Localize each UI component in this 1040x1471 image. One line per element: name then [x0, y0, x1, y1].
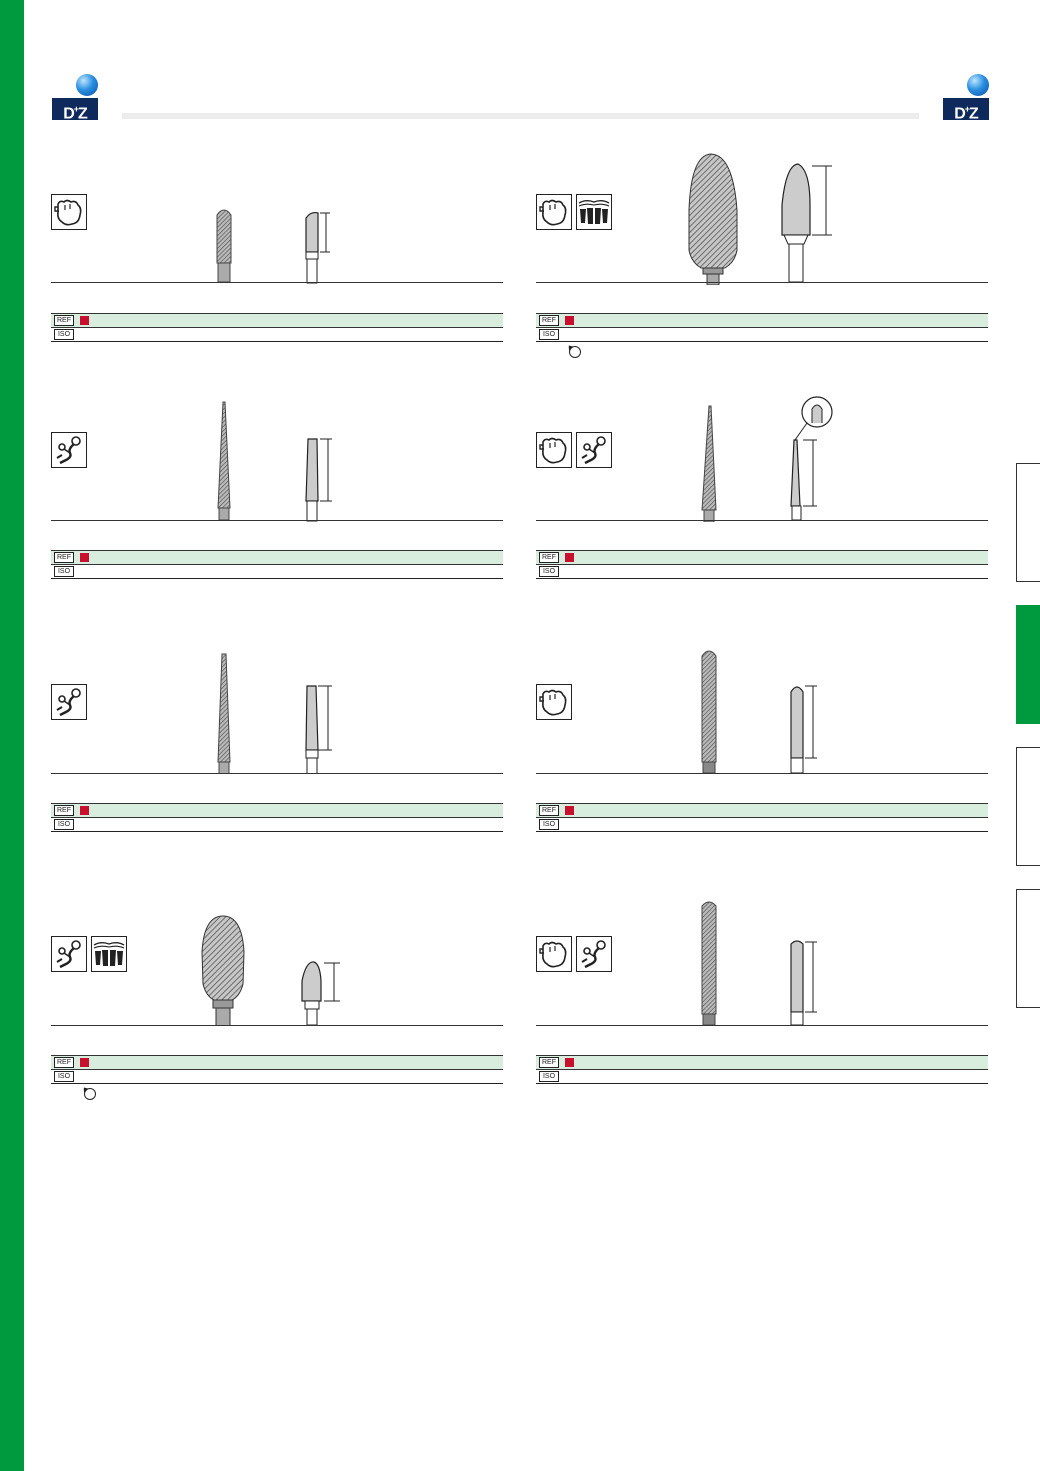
ref-row — [51, 550, 503, 565]
baseline — [536, 773, 988, 774]
red-marker — [565, 806, 574, 815]
crown-icon — [536, 194, 572, 230]
product-section-2 — [536, 130, 988, 340]
ref-row — [536, 1055, 988, 1070]
bur-diagram — [781, 938, 821, 1026]
logo-globe-icon — [967, 74, 989, 96]
header-rule — [122, 113, 919, 119]
bur-photo — [211, 400, 241, 520]
teeth-icon — [576, 194, 612, 230]
baseline — [51, 520, 503, 521]
crown-icon — [536, 684, 572, 720]
baseline — [536, 282, 988, 283]
ref-tag: REF — [539, 1057, 559, 1068]
iso-row — [536, 1070, 988, 1084]
bur-diagram — [296, 680, 336, 774]
bur-diagram — [296, 210, 336, 285]
side-tab-1[interactable] — [1016, 463, 1040, 582]
clamp-icon — [51, 936, 87, 972]
ref-row — [536, 550, 988, 565]
bur-diagram — [296, 959, 346, 1026]
ref-tag: REF — [539, 805, 559, 816]
ref-row — [51, 1055, 503, 1070]
rotation-direction-icon — [569, 346, 581, 358]
brand-logo-right — [943, 74, 989, 123]
product-section-4 — [536, 370, 988, 580]
bur-photo — [681, 150, 751, 285]
bur-diagram — [296, 435, 336, 522]
ref-tag: REF — [539, 315, 559, 326]
iso-tag: ISO — [54, 329, 74, 340]
iso-row — [536, 818, 988, 832]
baseline — [51, 1025, 503, 1026]
red-marker — [80, 806, 89, 815]
ref-row — [536, 313, 988, 328]
baseline — [536, 520, 988, 521]
brand-logo-left — [52, 74, 98, 123]
green-side-strip — [0, 0, 24, 1471]
red-marker — [80, 1058, 89, 1067]
clamp-icon — [576, 936, 612, 972]
bur-photo — [196, 912, 251, 1026]
teeth-icon — [91, 936, 127, 972]
crown-icon — [536, 432, 572, 468]
logo-text: D+Z — [52, 98, 98, 120]
product-section-6 — [536, 622, 988, 832]
ref-tag: REF — [54, 1057, 74, 1068]
red-marker — [565, 553, 574, 562]
bur-photo — [211, 652, 241, 774]
clamp-icon — [576, 432, 612, 468]
side-tab-2-active[interactable] — [1016, 605, 1040, 724]
bur-photo — [201, 205, 251, 285]
ref-row — [51, 313, 503, 328]
bur-diagram — [781, 682, 821, 774]
iso-row — [51, 565, 503, 579]
product-section-1 — [51, 130, 503, 340]
product-section-8 — [536, 874, 988, 1084]
product-section-5 — [51, 622, 503, 832]
ref-row — [51, 803, 503, 818]
side-tab-3[interactable] — [1016, 747, 1040, 866]
clamp-icon — [51, 432, 87, 468]
baseline — [51, 773, 503, 774]
red-marker — [80, 553, 89, 562]
iso-tag: ISO — [54, 1071, 74, 1082]
iso-row — [51, 328, 503, 342]
logo-text: D+Z — [943, 98, 989, 120]
product-section-3 — [51, 370, 503, 580]
ref-row — [536, 803, 988, 818]
iso-tag: ISO — [54, 819, 74, 830]
bur-photo — [696, 646, 726, 774]
ref-tag: REF — [539, 552, 559, 563]
side-tab-4[interactable] — [1016, 889, 1040, 1008]
rotation-direction-icon — [84, 1088, 96, 1100]
bur-diagram — [776, 160, 836, 285]
iso-row — [51, 1070, 503, 1084]
iso-row — [536, 565, 988, 579]
iso-tag: ISO — [539, 1071, 559, 1082]
red-marker — [80, 316, 89, 325]
product-section-7 — [51, 874, 503, 1084]
iso-row — [51, 818, 503, 832]
ref-tag: REF — [54, 552, 74, 563]
iso-tag: ISO — [539, 819, 559, 830]
red-marker — [565, 1058, 574, 1067]
red-marker — [565, 316, 574, 325]
ref-tag: REF — [54, 805, 74, 816]
logo-globe-icon — [76, 74, 98, 96]
bur-diagram — [781, 395, 841, 522]
crown-icon — [536, 936, 572, 972]
clamp-icon — [51, 684, 87, 720]
baseline — [51, 282, 503, 283]
iso-tag: ISO — [54, 566, 74, 577]
baseline — [536, 1025, 988, 1026]
bur-photo — [696, 404, 726, 522]
ref-tag: REF — [54, 315, 74, 326]
crown-icon — [51, 194, 87, 230]
bur-photo — [696, 898, 726, 1026]
iso-tag: ISO — [539, 329, 559, 340]
iso-row — [536, 328, 988, 342]
iso-tag: ISO — [539, 566, 559, 577]
